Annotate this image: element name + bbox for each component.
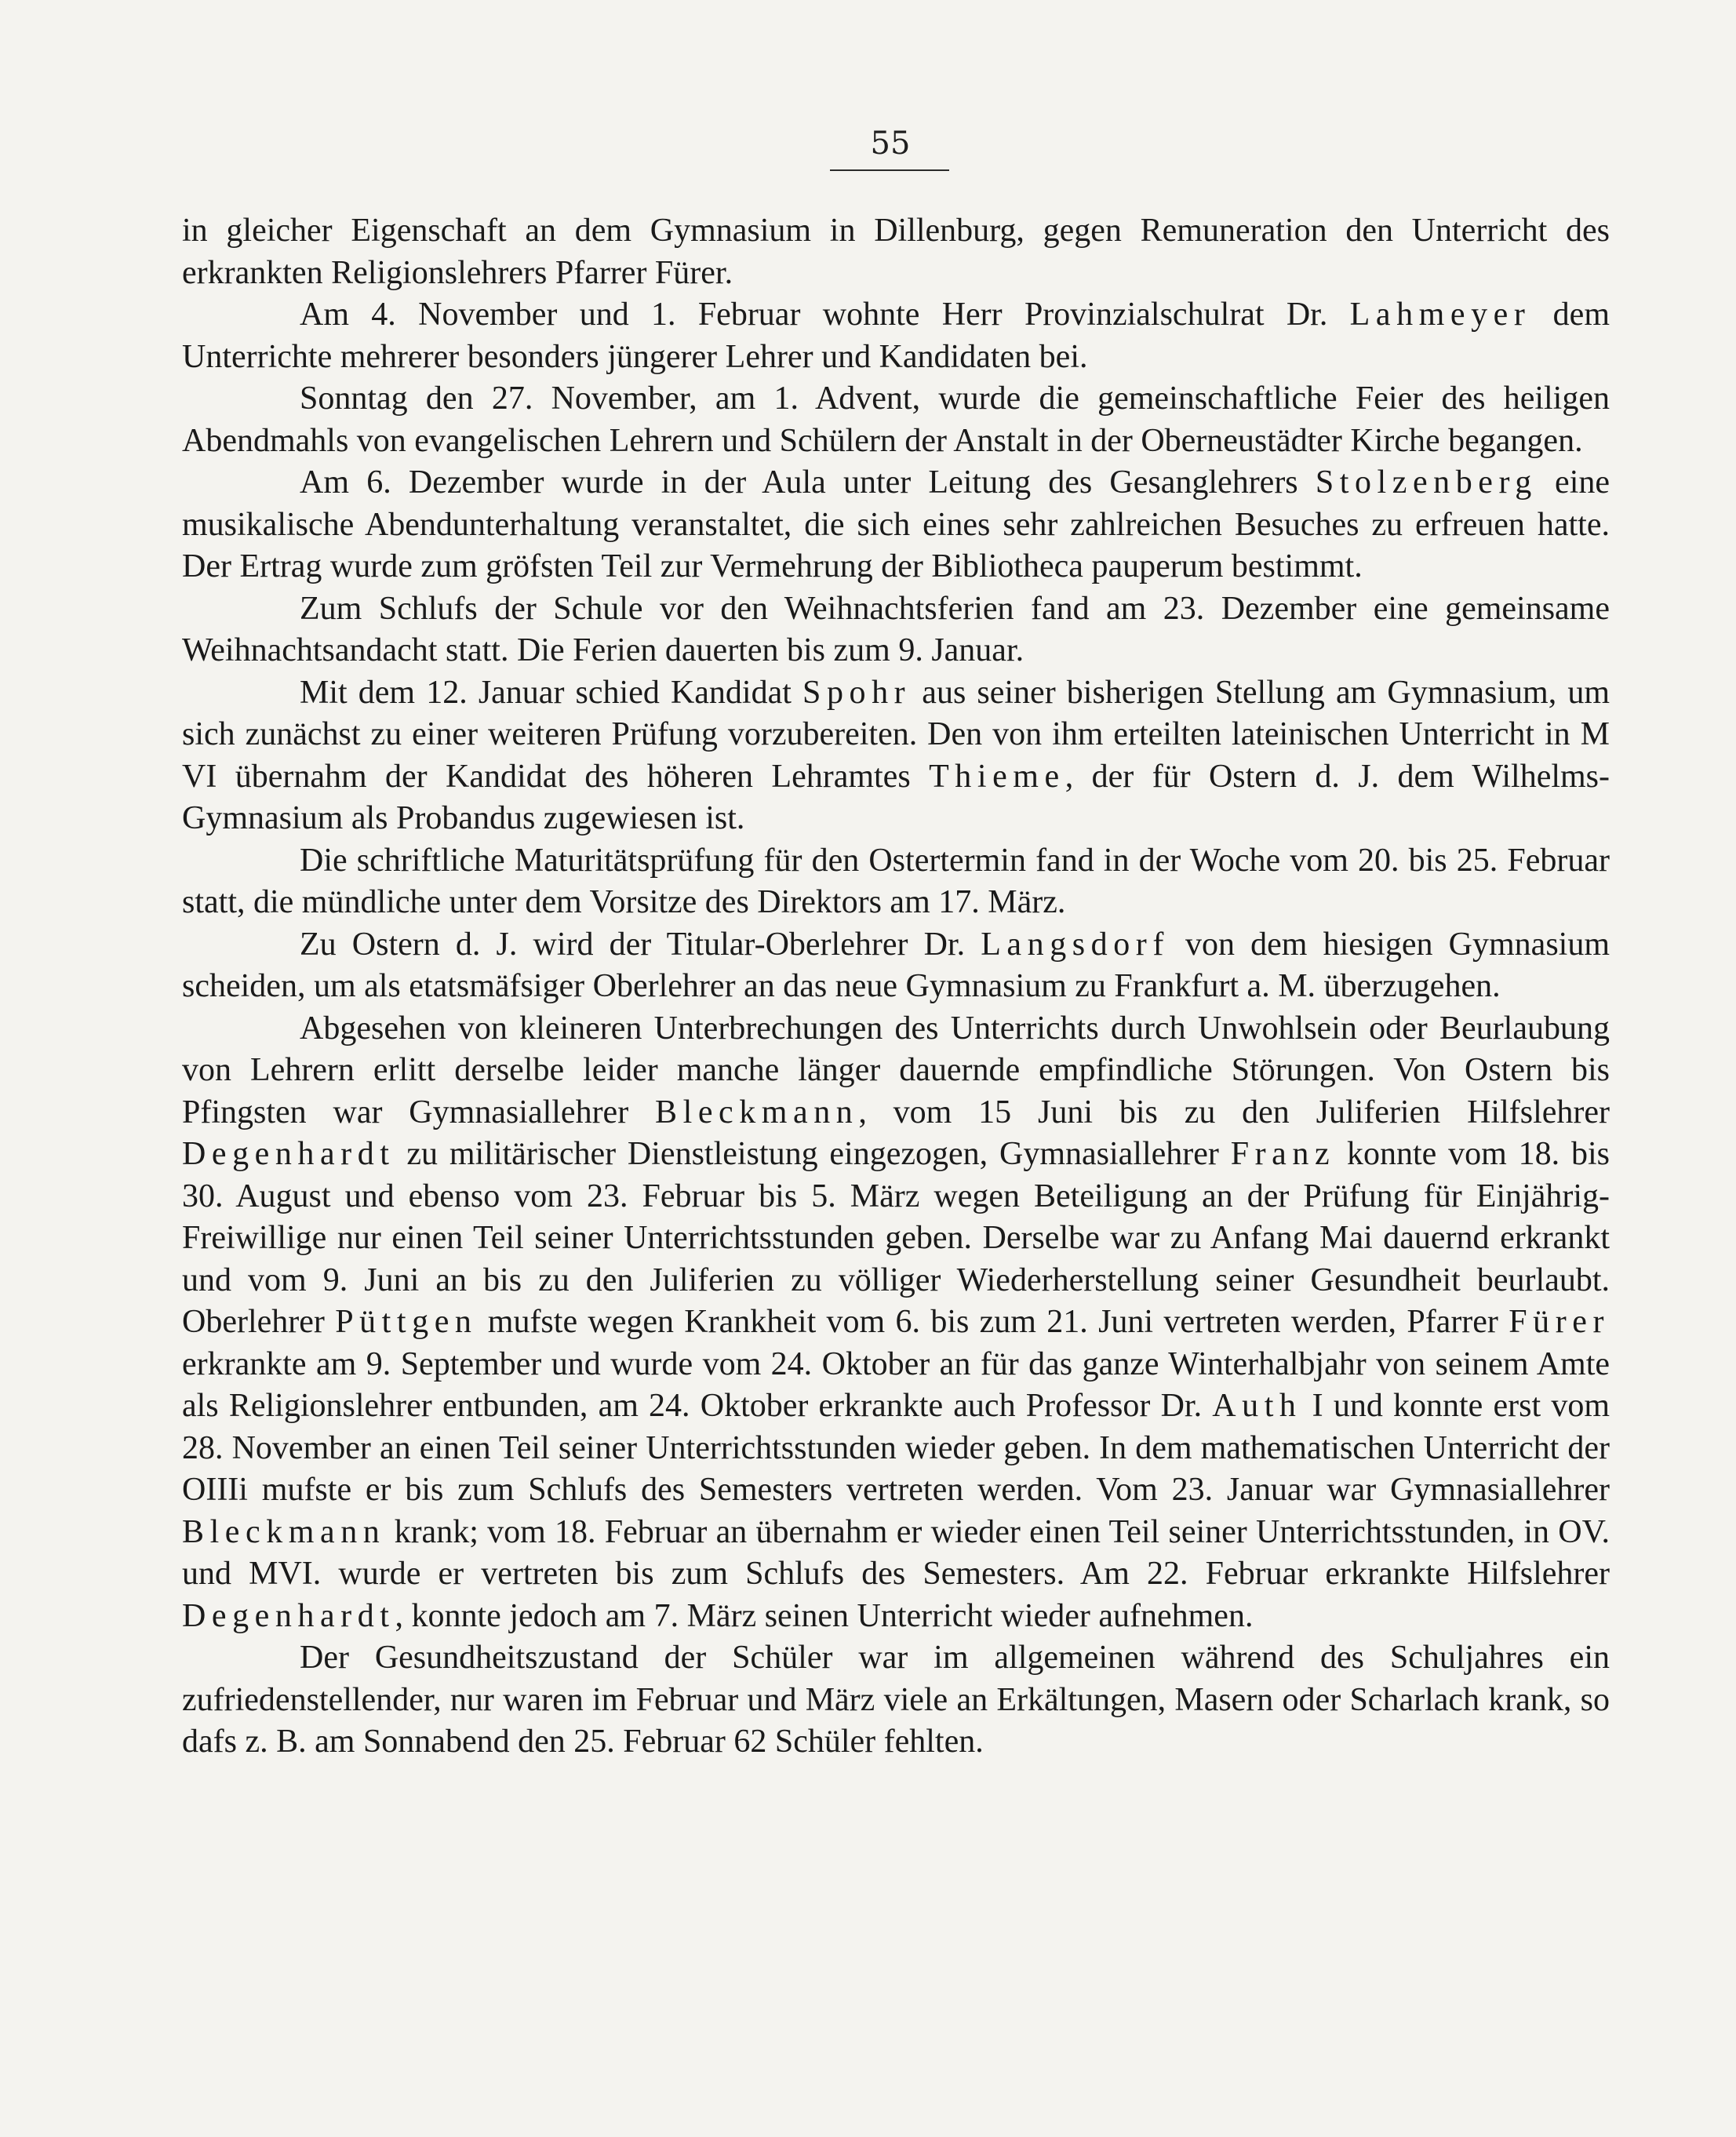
paragraph	[182, 462, 1610, 588]
spaced-name: Stolzenberg	[1315, 464, 1538, 501]
text-run: Mit dem 12. Januar schied Kandidat	[300, 674, 803, 711]
text-run: , konnte jedoch am 7. März seinen Unterricht wieder aufnehmen.	[395, 1597, 1254, 1634]
spaced-name: Püttgen	[335, 1304, 478, 1340]
text-run: zu militärischer Dienstleistung eingezogen, Gymnasiallehrer	[395, 1136, 1231, 1172]
spaced-name: Bleckmann	[182, 1513, 386, 1550]
text-run: Am 4. November und 1. Februar wohnte Herr Provinzialschulrat Dr.	[300, 297, 1350, 333]
spaced-name: Thieme	[929, 758, 1065, 795]
paragraph	[182, 294, 1610, 378]
paragraph	[182, 672, 1610, 840]
text-run: in gleicher Eigenschaft an dem Gymnasium in Dillenburg, gegen Remuneration den Unterricht des erkrankten Religionslehrers Pfarrer Fürer.	[182, 213, 1610, 291]
text-run: Abgesehen von kleineren Unterbrechungen des Unterrichts durch Unwohlsein oder Beurlaubung von Lehrern erlitt derselbe leider manche länger dauernde empfindliche Störungen. Von Ostern bis Pfingsten war Gymnasiallehrer	[182, 1010, 1610, 1130]
text-run: krank; vom 18. Februar an übernahm er wieder einen Teil seiner Unterrichtsstunden, in OV. und MVI. wurde er vertreten bis zum Schlufs des Semesters. Am 22. Februar erkrankte Hilfslehrer	[182, 1513, 1610, 1592]
spaced-name: Langsdorf	[981, 926, 1170, 963]
spaced-name: Franz	[1230, 1136, 1336, 1172]
paragraph	[182, 840, 1610, 924]
spaced-name: Lahmeyer	[1349, 297, 1531, 333]
text-run: aus seiner bisherigen Stellung am Gymnasium, um sich zunächst zu einer weiteren Prüfung vorzubereiten. Den von ihm erteilten lateinischen Unterricht in M VI übernahm der Kandidat des höheren Lehramtes	[182, 674, 1610, 795]
text-run: Sonntag den 27. November, am 1. Advent, wurde die gemeinschaftliche Feier des heiligen Abendmahls von evangelischen Lehrern und Schülern der Anstalt in der Oberneustädter Kirche begangen.	[182, 380, 1610, 459]
paragraph	[182, 924, 1610, 1008]
text-run: , vom 15 Juni bis zu den Juliferien Hilfslehrer	[858, 1094, 1610, 1130]
spaced-name: Fürer	[1509, 1304, 1610, 1340]
text-run: mufste wegen Krankheit vom 6. bis zum 21. Juni vertreten werden, Pfarrer	[477, 1304, 1509, 1340]
paragraph	[182, 1637, 1610, 1764]
spaced-name: Auth	[1212, 1388, 1302, 1424]
body-text	[182, 210, 1610, 1764]
text-run: eine musikalische Abendunterhaltung veranstaltet, die sich eines sehr zahlreichen Besuches zu erfreuen hatte. Der Ertrag wurde zum gröfsten Teil zur Vermehrung der Bibliotheca pauperum bestimmt.	[182, 464, 1610, 584]
text-run: Der Gesundheitszustand der Schüler war im allgemeinen während des Schuljahres ein zufriedenstellender, nur waren im Februar und März viele an Erkältungen, Masern oder Scharlach krank, so dafs z. B. am Sonnabend den 25. Februar 62 Schüler fehlten.	[182, 1640, 1610, 1760]
page-number: 55	[870, 126, 911, 162]
text-run: von dem hiesigen Gymnasium scheiden, um als etatsmäfsiger Oberlehrer an das neue Gymnasium zu Frankfurt a. M. überzugehen.	[182, 926, 1610, 1004]
text-run: , der für Ostern d. J. dem Wilhelms-Gymnasium als Probandus zugewiesen ist.	[182, 758, 1610, 836]
text-run: Am 6. Dezember wurde in der Aula unter Leitung des Gesanglehrers	[300, 464, 1316, 501]
text-run: dem Unterrichte mehrerer besonders jüngerer Lehrer und Kandidaten bei.	[182, 297, 1610, 375]
paragraph	[182, 1008, 1610, 1638]
spaced-name: Degenhardt	[182, 1597, 395, 1634]
text-run: Zum Schlufs der Schule vor den Weihnachtsferien fand am 23. Dezember eine gemeinsame Weihnachtsandacht statt. Die Ferien dauerten bis zum 9. Januar.	[182, 590, 1610, 668]
page-number-rule	[830, 169, 949, 171]
paragraph	[182, 378, 1610, 462]
paragraph	[182, 588, 1610, 672]
spaced-name: Bleckmann	[655, 1094, 859, 1130]
text-run: I und konnte erst vom 28. November an einen Teil seiner Unterrichtsstunden wieder geben. In dem mathematischen Unterricht der OIIIi mufste er bis zum Schlufs des Semesters vertreten werden. Vom 23. Januar war Gymnasiallehrer	[182, 1388, 1610, 1508]
text-run: Die schriftliche Maturitätsprüfung für den Ostertermin fand in der Woche vom 20. bis 25. Februar statt, die mündliche unter dem Vorsitze des Direktors am 17. März.	[182, 842, 1610, 920]
text-run: Zu Ostern d. J. wird der Titular-Oberlehrer Dr.	[300, 926, 981, 963]
text-run: konnte vom 18. bis 30. August und ebenso vom 23. Februar bis 5. März wegen Beteiligung an der Prüfung für Einjährig-Freiwillige nur einen Teil seiner Unterrichtsstunden geben. Derselbe war zu Anfang Mai dauernd erkrankt und vom 9. Juni an bis zu den Juliferien zu völliger Wiederherstellung seiner Gesundheit beurlaubt. Oberlehrer	[182, 1136, 1610, 1340]
text-run: erkrankte am 9. September und wurde vom 24. Oktober an für das ganze Winterhalbjahr von seinem Amte als Religionslehrer entbunden, am 24. Oktober erkrankte auch Professor Dr.	[182, 1345, 1610, 1424]
spaced-name: Degenhardt	[182, 1136, 395, 1172]
spaced-name: Spohr	[802, 674, 912, 711]
paragraph	[182, 210, 1610, 294]
